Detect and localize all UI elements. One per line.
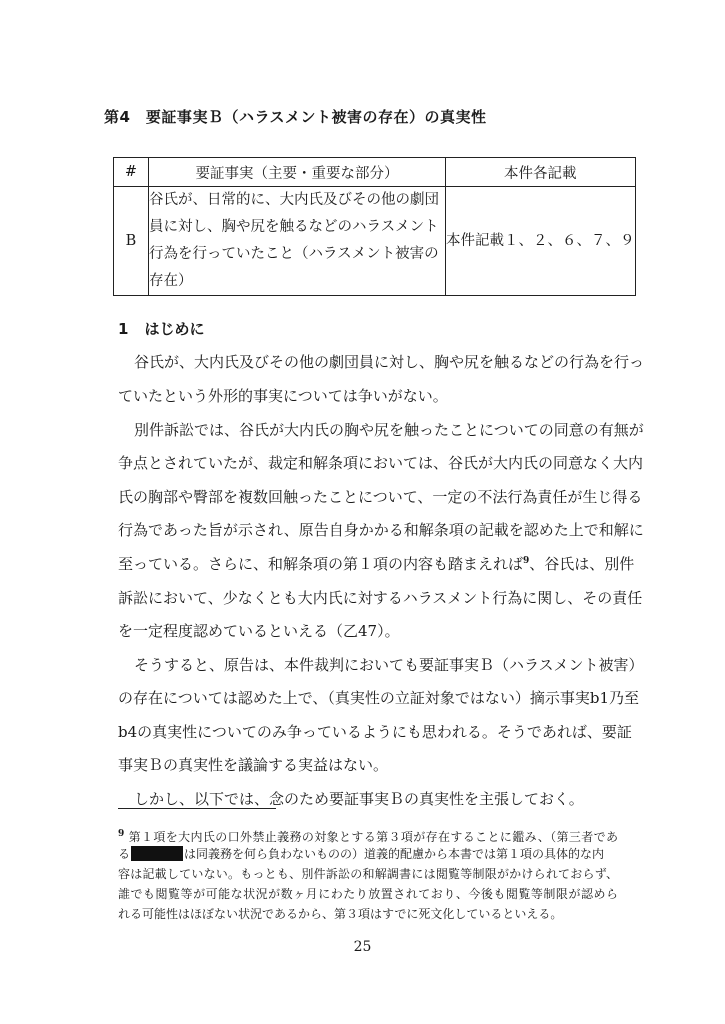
footnote-text: る (118, 847, 131, 861)
subsection-title: はじめに (144, 320, 205, 338)
footnote-line (118, 846, 618, 862)
row-entries: 本件記載１、２、６、７、９ (446, 187, 636, 296)
paragraph-line: そうすると、原告は、本件裁判においても要証事実Ｂ（ハラスメント被害） (134, 656, 644, 674)
footnote-number: 9 (118, 829, 125, 839)
paragraph-line: 谷氏が、大内氏及びその他の劇団員に対し、胸や尻を触るなどの行為を行っ (134, 353, 645, 371)
footnote-text: は同義務を何ら負わないものの）道義的配慮から本書では第１項の具体的な内 (184, 847, 605, 861)
claims-table (113, 157, 636, 296)
fact-line: 存在） (149, 273, 193, 289)
table-row (114, 187, 636, 296)
paragraph-line: 争点とされていたが、裁定和解条項においては、谷氏が大内氏の同意なく大内 (118, 454, 644, 472)
footnote-line: れる可能性はほぼない状況であるから、第３項はすでに死文化しているといえる。 (118, 907, 563, 921)
line-text: 至っている。さらに、和解条項の第１項の内容も踏まえれば (118, 555, 524, 573)
redaction-block (131, 846, 183, 861)
paragraph-line: しかし、以下では、念のため要証事実Ｂの真実性を主張しておく。 (134, 790, 584, 808)
paragraph-line: b4の真実性についてのみ争っているようにも思われる。そうであれば、要証 (118, 723, 632, 741)
paragraph-line: の存在については認めた上で、（真実性の立証対象ではない）摘示事実b1乃至 (118, 689, 640, 707)
fact-line: 員に対し、胸や尻を触るなどのハラスメント (149, 219, 439, 235)
subsection-heading (118, 318, 204, 339)
header-number: # (114, 158, 149, 187)
table-header-row (114, 158, 636, 187)
paragraph-line: 行為であった旨が示され、原告自身かかる和解条項の記載を認めた上で和解に (118, 521, 644, 539)
paragraph-line (118, 554, 635, 574)
paragraph-line: を一定程度認めているといえる（乙47）。 (118, 622, 400, 640)
page-number: 25 (353, 939, 372, 955)
row-fact (149, 187, 446, 296)
footnote-reference[interactable]: 9 (523, 556, 530, 566)
subsection-number: 1 (118, 320, 129, 338)
paragraph-line: 氏の胸部や臀部を複数回触ったことについて、一定の不法行為責任が生じ得る (118, 488, 643, 506)
line-text: 、谷氏は、別件 (529, 555, 635, 573)
footnote-line: 容は記載していない。もっとも、別件訴訟の和解調書には閲覧等制限がかけられておらず、 (118, 867, 618, 881)
paragraph-line: 訴訟において、少なくとも大内氏に対するハラスメント行為に関し、その責任 (118, 589, 643, 607)
header-entries: 本件各記載 (446, 158, 636, 187)
footnote-text: 第１項を大内氏の口外禁止義務の対象とする第３項が存在することに鑑み、（第三者であ (128, 830, 618, 844)
header-fact: 要証事実（主要・重要な部分） (149, 158, 446, 187)
section-heading: 第4 要証事実Ｂ（ハラスメント被害の存在）の真実性 (104, 108, 487, 126)
paragraph-line: 別件訴訟では、谷氏が大内氏の胸や尻を触ったことについての同意の有無が (134, 421, 644, 439)
footnote-line: 誰でも閲覧等が可能な状況が数ヶ月にわたり放置されており、今後も閲覧等制限が認めら (118, 887, 618, 901)
footnote-line (118, 826, 618, 845)
row-number: B (114, 187, 149, 296)
fact-line: 谷氏が、日常的に、大内氏及びその他の劇団 (149, 192, 439, 208)
footnote-divider (118, 808, 276, 809)
fact-line: 行為を行っていたこと（ハラスメント被害の (149, 246, 439, 262)
paragraph-line: ていたという外形的事実については争いがない。 (118, 387, 448, 405)
paragraph-line: 事実Ｂの真実性を議論する実益はない。 (118, 756, 389, 774)
